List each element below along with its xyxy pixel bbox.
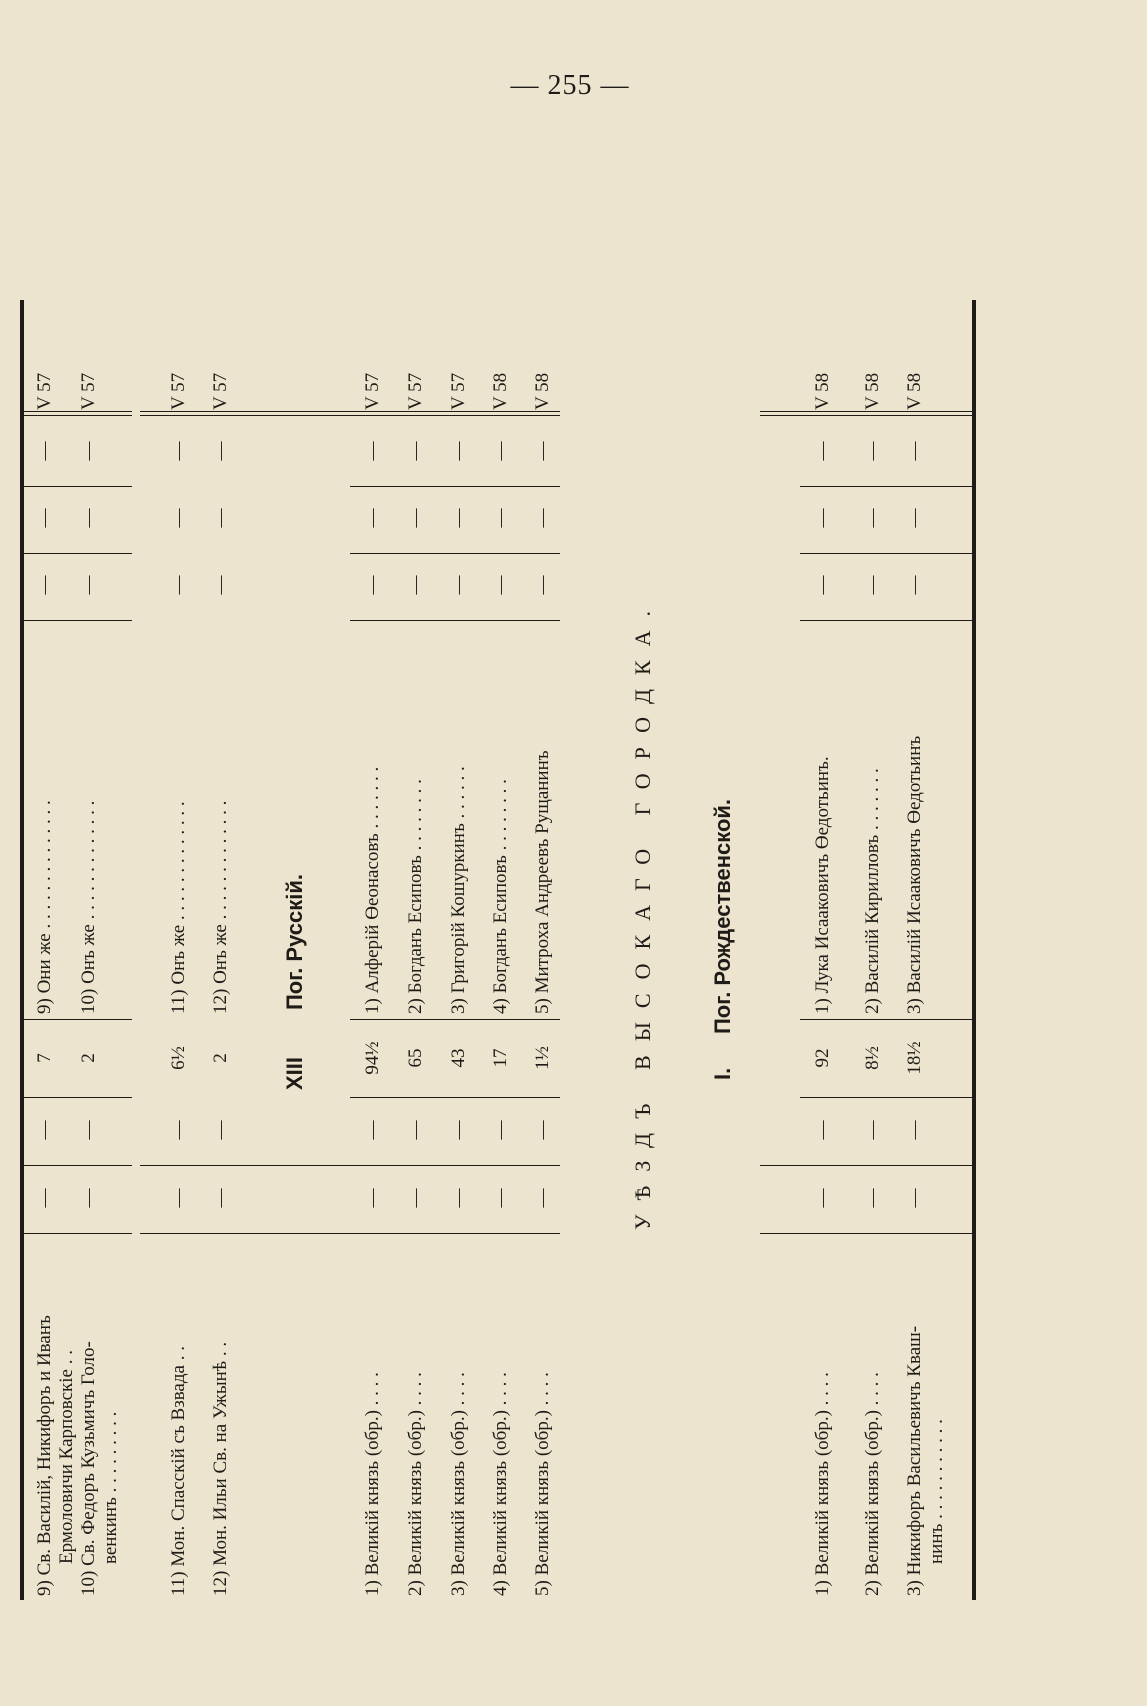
to-name: 1) Лука Исааковичъ Өедотьинъ. [812,756,833,1014]
to-name: 4) Богданъ Есиповъ . . . . . . . . [490,779,511,1014]
column-rule [20,1019,132,1020]
value-cell: — [904,1120,925,1140]
value-cell: 92 [812,1048,833,1068]
to-name: 9) Они же . . . . . . . . . . . . . . [34,800,55,1014]
value-cell: 17 [490,1048,511,1068]
show-through-text [945,1563,968,1580]
value-cell: — [812,441,833,461]
column-rule [140,1165,560,1166]
column-rule [800,620,972,621]
value-cell: — [78,1120,99,1140]
value-cell: — [210,1188,231,1208]
value-cell: — [812,508,833,528]
column-rule [760,1233,972,1234]
value-cell: — [448,575,469,595]
value-cell: — [168,1120,189,1140]
section-title: Пог. Рождественской. [710,798,735,1034]
value-cell: — [862,1120,883,1140]
column-rule [140,411,560,412]
from-name: 2) Великій князь (обр.) . . . . [862,1372,883,1596]
column-rule [20,1233,132,1234]
value-cell: — [532,1120,553,1140]
to-name: 2) Богданъ Есиповъ . . . . . . . . [405,779,426,1014]
from-name: 3) Великій князь (обр.) . . . . [448,1372,469,1596]
value-cell: — [34,441,55,461]
value-cell: — [904,441,925,461]
to-name: 3) Василій Исааковичъ Өедотьинъ [904,735,925,1014]
reference: V 57 [405,372,426,410]
value-cell: — [448,508,469,528]
value-cell: 2 [78,1053,99,1063]
reference: V 57 [362,372,383,410]
column-rule [20,411,132,412]
value-cell: — [362,1120,383,1140]
to-name: 10) Онъ же . . . . . . . . . . . . . [78,800,99,1014]
from-name: 9) Св. Василій, Никифоръ и Иванъ [34,1315,55,1596]
rotated-table [20,300,980,1600]
column-rule [350,486,560,487]
to-name: 3) Григорій Кошуркинъ . . . . . . [448,766,469,1014]
from-name: 1) Великій князь (обр.) . . . . [812,1372,833,1596]
from-name: 2) Великій князь (обр.) . . . . [405,1372,426,1596]
reference: V 58 [862,372,883,410]
from-name: 12) Мон. Ильи Св. на Ужынѣ . . [210,1341,231,1596]
value-cell: 18½ [904,1041,925,1075]
value-cell: — [405,508,426,528]
value-cell: — [812,1188,833,1208]
from-name: 4) Великій князь (обр.) . . . . [490,1372,511,1596]
table-bottom-rule [972,300,976,1600]
to-name: 1) Алферій Өеонасовъ . . . . . . . [362,766,383,1014]
reference: V 58 [812,372,833,410]
reference: V 58 [532,372,553,410]
to-name: 5) Митроха Андреевъ Рущанинъ [532,750,553,1014]
value-cell: — [210,1120,231,1140]
value-cell: 1½ [532,1046,553,1070]
value-cell: — [490,508,511,528]
column-rule [760,411,972,412]
value-cell: — [362,1188,383,1208]
value-cell: — [34,1188,55,1208]
value-cell: — [405,1120,426,1140]
column-rule [350,1097,560,1098]
from-name: 3) Никифоръ Васильевичъ Кваш- [904,1325,925,1596]
value-cell: — [405,1188,426,1208]
value-cell: — [812,575,833,595]
value-cell: — [34,575,55,595]
value-cell: — [210,575,231,595]
district-title: УѢЗДЪ ВЫСОКАГО ГОРОДКА. [630,596,655,1230]
column-rule [800,486,972,487]
to-name: 2) Василій Кирилловъ . . . . . . . [862,768,883,1014]
value-cell: — [448,1120,469,1140]
column-rule [800,1097,972,1098]
column-rule [350,1019,560,1020]
value-cell: — [490,441,511,461]
value-cell: 43 [448,1048,469,1068]
value-cell: — [862,575,883,595]
table-top-rule [20,300,24,1600]
value-cell: — [168,575,189,595]
column-rule [800,553,972,554]
reference: V 57 [78,372,99,410]
value-cell: — [448,441,469,461]
reference: V 57 [448,372,469,410]
reference: V 57 [34,372,55,410]
value-cell: — [362,508,383,528]
column-rule [140,1233,560,1234]
column-rule [20,486,132,487]
column-rule [800,1019,972,1020]
value-cell: 8½ [862,1046,883,1070]
value-cell: — [532,1188,553,1208]
reference: V 57 [210,372,231,410]
column-rule [20,415,132,416]
column-rule [20,553,132,554]
value-cell: — [362,441,383,461]
column-rule [760,415,972,416]
from-name: 10) Св. Федоръ Кузьмичъ Голо- [78,1341,99,1596]
value-cell: — [904,575,925,595]
value-cell: — [362,575,383,595]
value-cell: — [862,441,883,461]
value-cell: 94½ [362,1041,383,1075]
value-cell: 65 [405,1048,426,1068]
value-cell: — [490,1120,511,1140]
value-cell: — [490,575,511,595]
value-cell: — [78,575,99,595]
from-name-cont: Ермоловичи Карповскіе . . [56,1350,77,1564]
column-rule [140,415,560,416]
from-name: 1) Великій князь (обр.) . . . . [362,1372,383,1596]
section-numeral: I. [710,1067,735,1080]
section-title: Пог. Русскій. [282,873,307,1010]
value-cell: — [532,575,553,595]
value-cell: — [862,508,883,528]
value-cell: 7 [34,1053,55,1063]
from-name: 5) Великій князь (обр.) . . . . [532,1372,553,1596]
value-cell: — [904,1188,925,1208]
reference: V 58 [490,372,511,410]
value-cell: 6½ [168,1046,189,1070]
column-rule [20,1097,132,1098]
column-rule [350,620,560,621]
column-rule [350,553,560,554]
value-cell: — [78,508,99,528]
value-cell: — [862,1188,883,1208]
value-cell: — [405,575,426,595]
to-name: 12) Онъ же . . . . . . . . . . . . . [210,800,231,1014]
from-name: 11) Мон. Спасскій съ Взвада . . [168,1346,189,1596]
from-name-cont: нинъ . . . . . . . . . . . [926,1419,947,1564]
value-cell: — [532,441,553,461]
value-cell: — [78,441,99,461]
value-cell: — [34,1120,55,1140]
value-cell: — [405,441,426,461]
reference: V 58 [904,372,925,410]
value-cell: — [448,1188,469,1208]
page-number: — 255 — [510,70,630,101]
column-rule [20,620,132,621]
value-cell: — [34,508,55,528]
value-cell: 2 [210,1053,231,1063]
from-name-cont: венкинъ . . . . . . . . . [100,1411,121,1564]
to-name: 11) Онъ же . . . . . . . . . . . . . [168,801,189,1014]
value-cell: — [168,1188,189,1208]
value-cell: — [168,441,189,461]
value-cell: — [168,508,189,528]
reference: V 57 [168,372,189,410]
value-cell: — [490,1188,511,1208]
value-cell: — [904,508,925,528]
value-cell: — [532,508,553,528]
column-rule [20,1165,132,1166]
value-cell: — [78,1188,99,1208]
value-cell: — [210,441,231,461]
value-cell: — [812,1120,833,1140]
value-cell: — [210,508,231,528]
column-rule [760,1165,972,1166]
section-numeral: XIII [282,1056,307,1090]
